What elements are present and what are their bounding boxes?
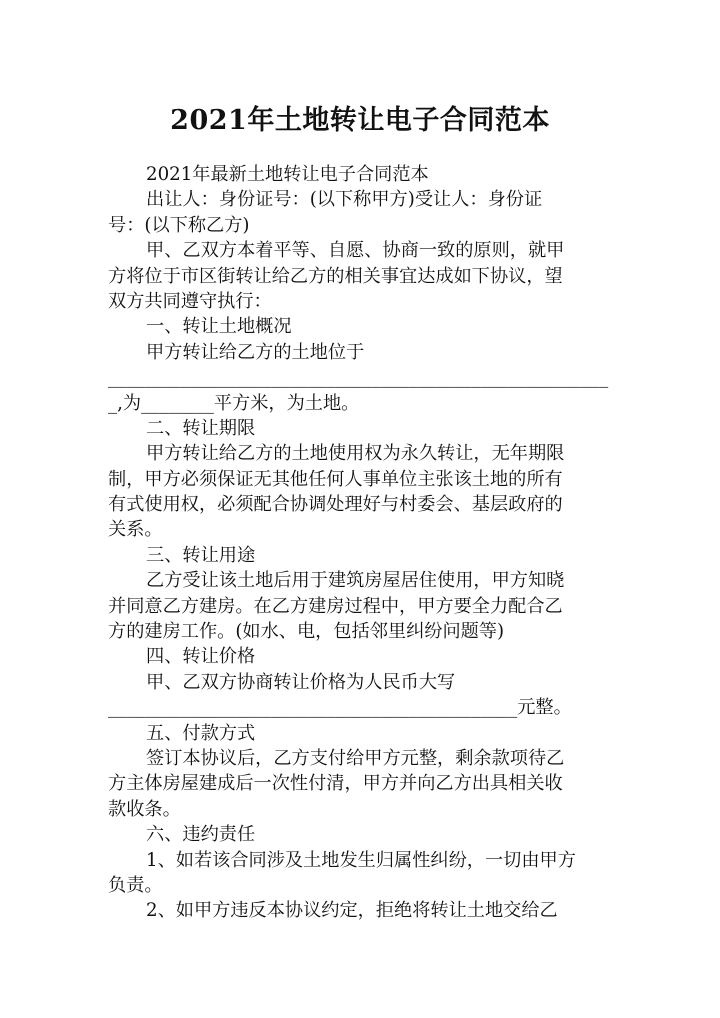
document-line: 关系。 [108,519,163,541]
document-line: 方将位于市区街转让给乙方的相关事宜达成如下协议，望 [108,265,563,287]
document-line: 三、转让用途 [146,544,256,566]
document-line: 号：(以下称乙方) [108,214,250,236]
document-line: _,为________平方米，为土地。 [108,392,360,414]
document-line: 二、转让期限 [146,417,256,439]
document-line: 四、转让价格 [146,646,256,668]
document-line: 1、如若该合同涉及土地发生归属性纠纷，一切由甲方 [146,849,576,871]
document-line: 款收条。 [108,798,181,820]
document-line: 甲、乙双方本着平等、自愿、协商一致的原则，就甲 [146,240,565,262]
document-body [108,162,608,924]
document-title: 2021年土地转让电子合同范本 [170,105,550,136]
document-line: 方的建房工作。(如水、电，包括邻里纠纷问题等) [108,621,505,643]
document-line: _____________________________________________元整。 [108,697,572,719]
document-line: 甲、乙双方协商转让价格为人民币大写 [146,671,456,693]
document-line: 甲方转让给乙方的土地位于 [146,341,365,363]
document-line: 双方共同遵守执行： [108,290,272,312]
document-line: 乙方受让该土地后用于建筑房屋居住使用，甲方知晓 [146,570,565,592]
document-line: _______________________________________________________ [108,367,609,389]
document-line: 制，甲方必须保证无其他任何人事单位主张该土地的所有 [108,468,563,490]
document-line: 2021年最新土地转让电子合同范本 [146,164,429,185]
document-line: 并同意乙方建房。在乙方建房过程中，甲方要全力配合乙 [108,595,563,617]
document-line: 签订本协议后，乙方支付给甲方元整，剩余款项待乙 [146,747,565,769]
document-line: 六、违约责任 [146,824,256,846]
document-line: 负责。 [108,874,163,896]
document-line: 五、付款方式 [146,722,256,744]
document-line: 出让人：身份证号：(以下称甲方)受让人：身份证 [146,189,543,211]
document-line: 一、转让土地概况 [146,316,292,338]
document-line: 2、如甲方违反本协议约定，拒绝将转让土地交给乙 [146,900,558,922]
document-line: 方主体房屋建成后一次性付清，甲方并向乙方出具相关收 [108,773,563,795]
document-line: 有式使用权，必须配合协调处理好与村委会、基层政府的 [108,494,563,516]
document-line: 甲方转让给乙方的土地使用权为永久转让，无年期限 [146,443,565,465]
